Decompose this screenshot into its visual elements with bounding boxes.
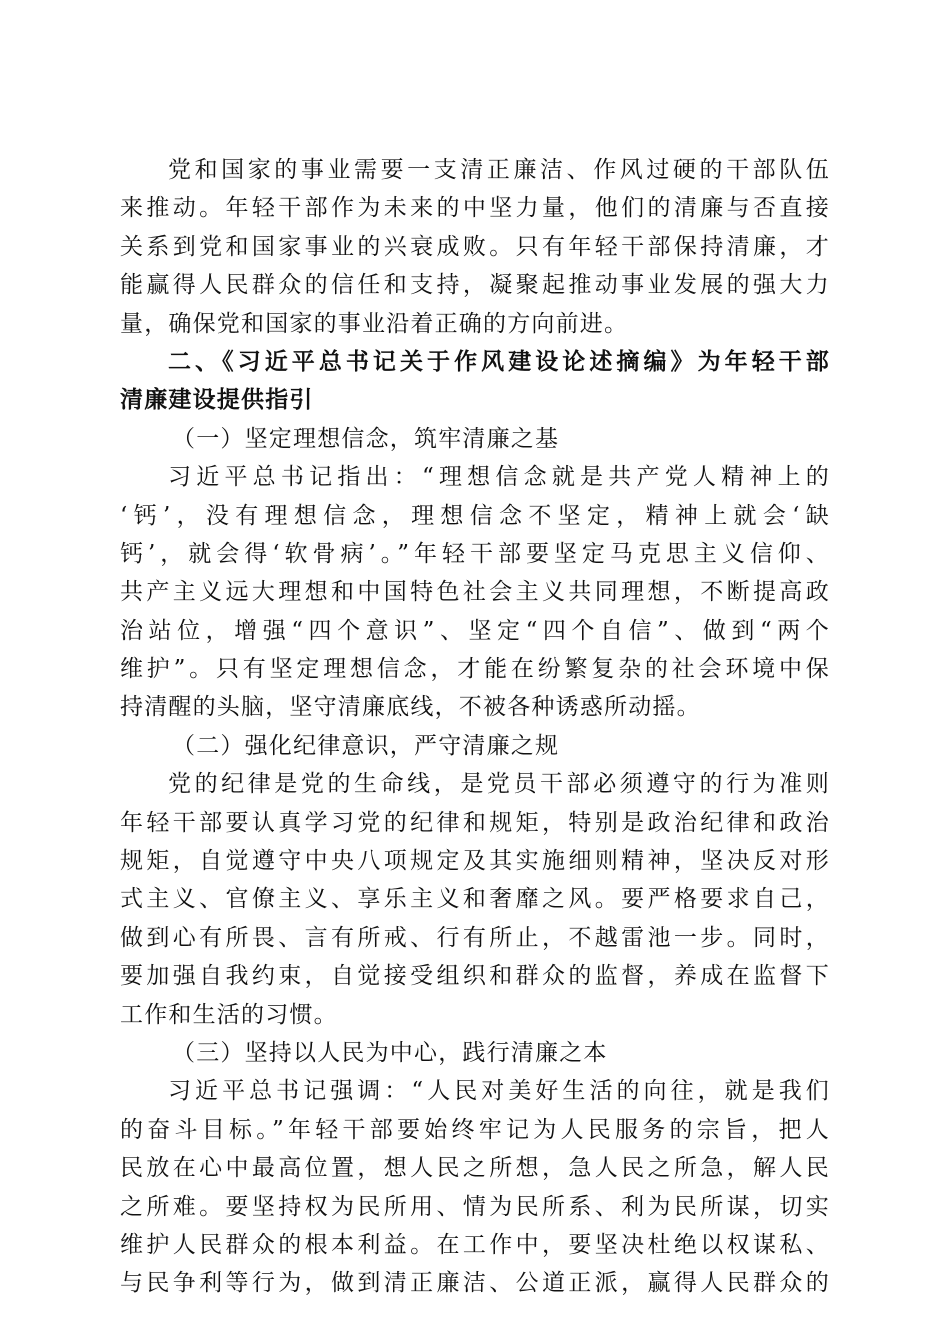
paragraph-line: 维护”。只有坚定理想信念，才能在纷繁复杂的社会环境中保 <box>120 656 830 683</box>
paragraph-line: 工作和生活的习惯。 <box>120 1001 338 1028</box>
paragraph-line: 习近平总书记指出：“理想信念就是共产党人精神上的 <box>168 464 830 491</box>
paragraph-line: 与民争利等行为，做到清正廉洁、公道正派，赢得人民群众的 <box>120 1270 830 1297</box>
paragraph-line: ‘钙’，没有理想信念，理想信念不坚定，精神上就会‘缺 <box>120 502 830 529</box>
paragraph-line: 治站位，增强“四个意识”、坚定“四个自信”、做到“两个 <box>120 617 830 644</box>
paragraph-line: 之所难。要坚持权为民所用、情为民所系、利为民所谋，切实 <box>120 1193 830 1220</box>
paragraph-line: 习近平总书记强调：“人民对美好生活的向往，就是我们 <box>168 1078 830 1105</box>
paragraph-line: 式主义、官僚主义、享乐主义和奢靡之风。要严格要求自己， <box>120 886 830 913</box>
paragraph <box>120 458 830 727</box>
paragraph-line: 维护人民群众的根本利益。在工作中，要坚决杜绝以权谋私、 <box>120 1231 830 1258</box>
heading-line: 清廉建设提供指引 <box>120 387 314 414</box>
subsection-heading: （三）坚持以人民为中心，践行清廉之本 <box>172 1039 608 1066</box>
heading-line: 二、《习近平总书记关于作风建设论述摘编》为年轻干部 <box>168 348 830 375</box>
paragraph-line: 要加强自我约束，自觉接受组织和群众的监督，养成在监督下 <box>120 963 830 990</box>
document-body <box>120 151 830 1303</box>
paragraph-line: 能赢得人民群众的信任和支持，凝聚起推动事业发展的强大力 <box>120 272 830 299</box>
paragraph-line: 持清醒的头脑，坚守清廉底线，不被各种诱惑所动摇。 <box>120 694 701 721</box>
paragraph-line: 党和国家的事业需要一支清正廉洁、作风过硬的干部队伍 <box>168 157 830 183</box>
section-heading <box>120 343 830 420</box>
paragraph <box>120 151 830 343</box>
paragraph-line: 年轻干部要认真学习党的纪律和规矩，特别是政治纪律和政治 <box>120 809 830 836</box>
paragraph-line: 党的纪律是党的生命线，是党员干部必须遵守的行为准则 <box>168 771 830 798</box>
paragraph-line: 的奋斗目标。”年轻干部要始终牢记为人民服务的宗旨，把人 <box>120 1116 830 1143</box>
paragraph-line: 量，确保党和国家的事业沿着正确的方向前进。 <box>120 310 629 337</box>
paragraph-line: 共产主义远大理想和中国特色社会主义共同理想，不断提高政 <box>120 579 830 606</box>
subsection-heading: （一）坚定理想信念，筑牢清廉之基 <box>172 425 560 452</box>
paragraph-line: 民放在心中最高位置，想人民之所想，急人民之所急，解人民 <box>120 1155 830 1182</box>
paragraph <box>120 765 830 1034</box>
paragraph-line: 来推动。年轻干部作为未来的中坚力量，他们的清廉与否直接 <box>120 195 830 222</box>
paragraph-line: 规矩，自觉遵守中央八项规定及其实施细则精神，坚决反对形 <box>120 848 830 875</box>
paragraph-line: 关系到党和国家事业的兴衰成败。只有年轻干部保持清廉，才 <box>120 233 830 260</box>
paragraph-line: 做到心有所畏、言有所戒、行有所止，不越雷池一步。同时， <box>120 924 830 951</box>
paragraph-line: 钙’，就会得‘软骨病’。”年轻干部要坚定马克思主义信仰、 <box>120 540 830 567</box>
subsection-heading: （二）强化纪律意识，严守清廉之规 <box>172 732 560 759</box>
paragraph <box>120 1072 830 1302</box>
